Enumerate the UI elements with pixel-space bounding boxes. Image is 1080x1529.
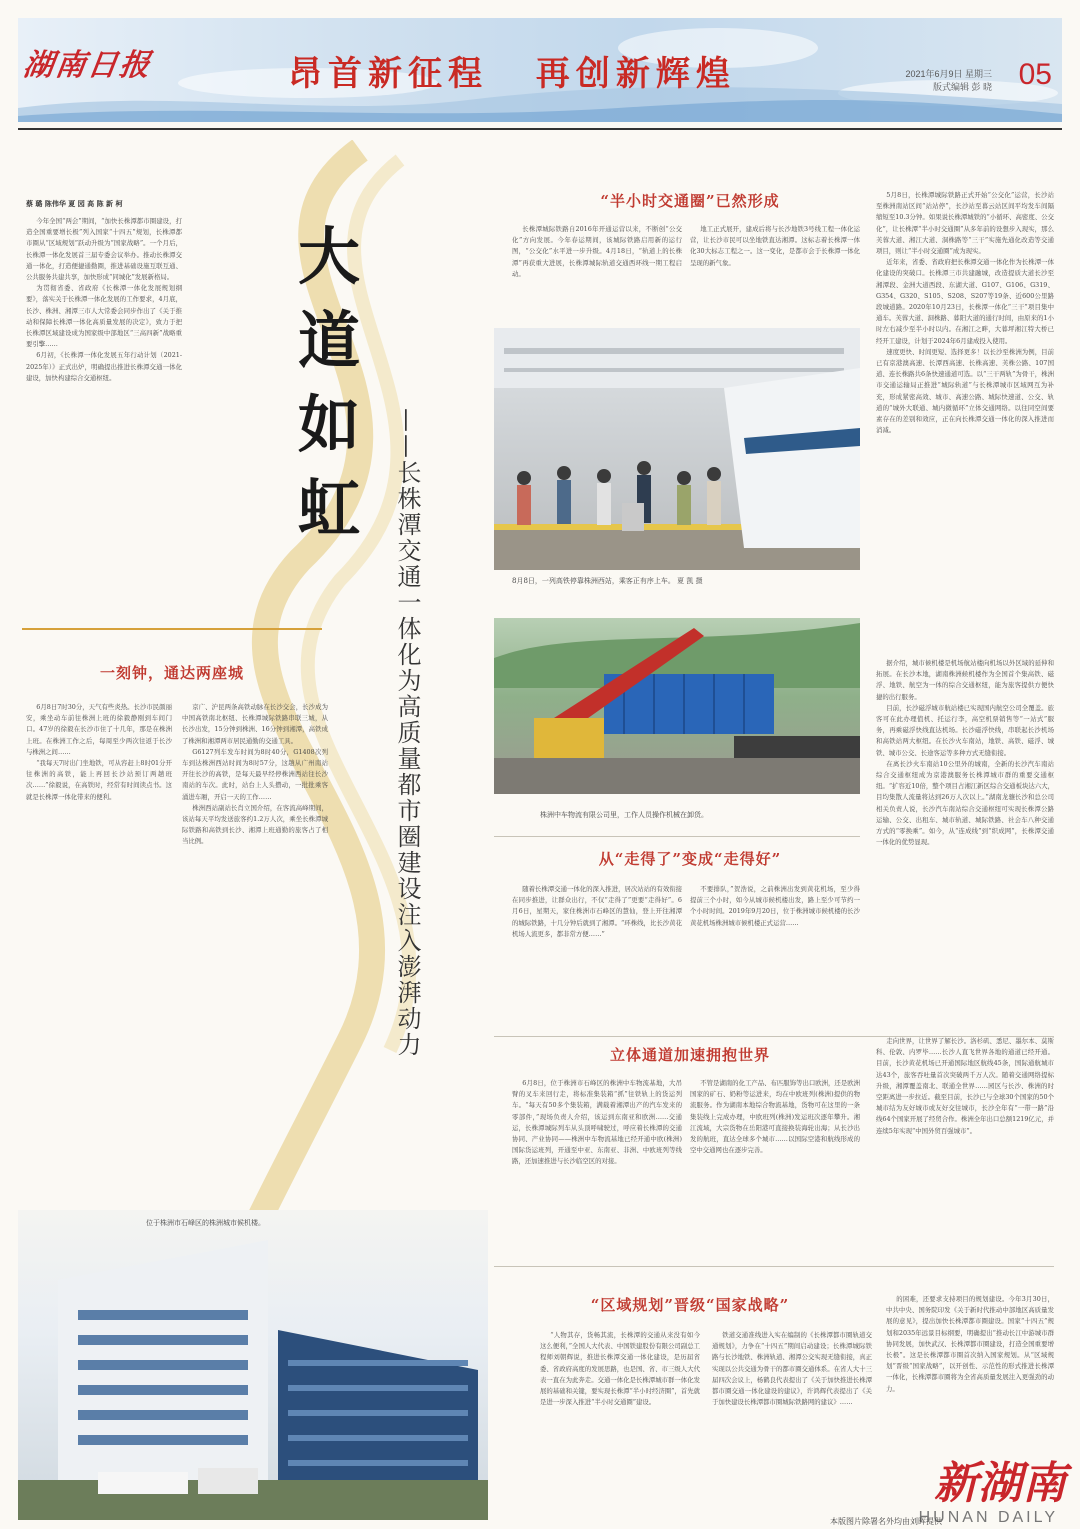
section-heading-s4: 立体通道加速拥抱世界: [609, 1046, 770, 1064]
s5-column-2: [712, 1330, 872, 1510]
section-heading-s5: “区域规划”晋级“国家战略”: [590, 1296, 790, 1314]
s4-column-2: [690, 1078, 860, 1238]
body-paragraph: 据介绍，城市候机楼是机场航站楼向机场以外区域的延伸和拓展。在长沙本地，湖南株洲候机楼作为全国首个集高铁、磁浮、地铁、航空为一体的综合交通枢纽，能为旅客提供方便快捷的出行服务。: [876, 659, 1054, 701]
body-paragraph: 铁道交通准线进入实在编制的《长株潭都市圈轨道交通规划》，力争在“十四五”期间启动建设；长株潭城际铁路与长沙地铁、株洲轨道、湘潭公交实现无缝衔接，真正实现以公共交通为骨干的都市圈交通体系。在省人大十三届四次会议上，杨鹤良代表提出了《关于加快推进长株潭都市圈交通一体化建设的建议》，许鸿辉代表提出了《关于加快建设长株潭都市圈城际铁路网的建议》……: [712, 1331, 872, 1407]
body-paragraph: 目前，长沙磁浮城市航站楼已实现国内航空公司全覆盖。旅客可在此办理值机、托运行李，高空机票销售等“一站式”服务，再乘磁浮快线直达机场。长沙磁浮快线，串联起长沙机场和高铁站两大枢纽。在长沙火车南站，地铁、高铁、磁浮、城铁、城市公交、长途客运等多种方式无缝衔接。: [876, 703, 1054, 757]
body-paragraph: 在离长沙火车南站10公里外的城南，全新的长沙汽车南站综合交通枢纽成为京港澳服务长株潭城市群的重要交通枢纽。“扩容近10倍，整个项目占湘江新区综合交通板块达六大，目均集散人流量将达到26万人次以上。”湖南龙骧长沙和总公司相关负责人说，长沙汽车南站综合交通枢纽可实现长株潭公路运输、公交、出租车、城市轨道、城际铁路、社会车八种交通方式的“零换乘”。如今，从“连成线”到“织成网”，长株潭交通一体化的优势显现。: [876, 759, 1054, 847]
container-yard-photo: [494, 618, 860, 794]
feature-title-char-3: 如: [298, 388, 361, 461]
photo-caption: 位于株洲市石峰区的株洲城市候机楼。: [146, 1219, 265, 1227]
train-station-photo: [494, 328, 860, 570]
body-paragraph: 不管是湖南的化工产品、布匹服饰等出口欧洲，还是欧洲国家的矿石、奶粉等运进来，均在中欧班列(株洲)提供的物流服务。作为湖南本地综合物流基地，货物可在这里的一条集装线上完成办理，中欧班列(株洲)发运班次逐年攀升。湘江流域，大宗货物在岳阳港可直接换装海轮出海；从长沙出发的航班，直达全球多个城市……以国际空港和航线形成的空中交通网也在逐步完善。: [690, 1079, 860, 1155]
s4-column-1: [512, 1078, 682, 1238]
s5-column-3: [886, 1294, 1054, 1454]
photo-caption: 8月8日，一列高铁停靠株洲西站，乘客正有序上车。 夏 凯 摄: [512, 577, 703, 585]
body-paragraph: 近年来，省委、省政府把长株潭交通一体化作为长株潭一体化建设的突破口。长株潭三市共建融城，改造提质大道长沙至湘潭段、金洲大道西段、东湖大道、G107、G106、G319、G354、G320、S105、S208、S207等19条、近600公里路段城道路。2020年10月23日，长株潭一体化“三干”项目集中通车。芙蓉大道、洞株路、暮阳大道的通行时间，由原来的1小时左右减少至半小时以内。在湘江之畔，大暮坪湘江特大桥已经开工建设，计划于2024年6月建成投入使用。: [876, 258, 1054, 345]
body-paragraph: 的困难，还要求支持项目的规划建设。今年3月30日，中共中央、国务院印发《关于新时代推动中部地区高质量发展的意见》，提出加快长株潭都市圈建设。国家“十四五”规划和2035年远景目标纲要，明确提出“推动长江中游城市群协同发展，加快武汉、长株潭都市圈建设，打造全国重要增长极”。这是长株潭都市圈首次纳入国家规划。从“区域规划”晋级“国家战略”，以开创性、示范性的形式推进长株潭一体化，长株潭都市圈将为全省高质量发展注入更强劲的动力。: [886, 1295, 1054, 1393]
body-paragraph: 地工正式展开，建成后将与长沙地铁3号线工程一体化运营，让长沙市民可以坐地铁直达湘潭。这标志着长株潭一体化30大标志工程之一。这一变化，是都市会于长株潭一体化呈现的新气象。: [690, 225, 860, 267]
feature-title-char-1: 大: [298, 220, 361, 293]
body-paragraph: 走向世界，让世界了解长沙。洛杉矶、悉尼、墨尔本、莫斯科、伦敦、内罗毕……长沙人直飞世界各地的通道已经开通。目前，长沙黄花机场已开通国际地区航线45条，国际通航城市达43个，旅客吞吐量首次突破两千万人次。随着交通网络提标升级，湘潭覆盖南北、联通全世界……园区与长沙、株洲的时空距离进一步拉近。截至目前，长沙已与全球30个国家的50个城市结为友好城市或友好交往城市，长沙全年有“一带一路”沿线64个国家开展了经贸合作。株洲全年出口总额1219亿元，并连续5年实现“中国外贸百强城市”。: [876, 1037, 1054, 1135]
s1-column-3: [876, 190, 1054, 610]
body-paragraph: 速度更快、时间更短、选择更多！以长沙至株洲为例，目前已有京港澳高速、长潭西高速、长株高速、芙株公路、107国道、连长株路共6条快速通道可选。以“三干两轨”为骨干，株洲市交通运输局正推进“城际轨道”与长株潭城市区域网互为补充，形成紧密高效、城市、高速公路、城际快速道、公交、轨道的“城外大联通、城内微循环”立体交通网络。以往同空间要素存在的差别和效应，正在向长株潭交通一体化的深入推进而消减。: [876, 347, 1054, 435]
body-paragraph: “我每天7时出门坐地铁，可从容赶上8时01分开往株洲的高铁，能上再回长沙站预订两趟班次……”徐毅说，在高铁时，经常有时间读点书。这就是长株潭一体化带来的便利。: [26, 759, 172, 801]
brand-watermark: 新湖南: [934, 1458, 1066, 1509]
intro-column: [26, 216, 182, 596]
masthead-banner: [18, 18, 1062, 122]
s4-column-3: [876, 1036, 1054, 1246]
s3-column-1: [512, 884, 682, 1034]
editors-line: 版式编辑 彭 晓: [932, 82, 992, 92]
page-info: [905, 68, 992, 94]
body-paragraph: G6127列车发车时间为8时40分，G1408次列车到达株洲西站时间为8时57分，这趟从广州南站开往长沙的高铁，是每天最早经停株洲西站往长沙南站的车次。此时，站台上人头攒动，一批批乘客涌进车厢，开启一天的工作……: [182, 747, 328, 801]
body-paragraph: 5月8日，长株潭城际铁路正式开始“公交化”运营，长沙站至株洲南站区间“站站停”，长沙站至暮云站区间平均发车间隔缩短至10.3分钟。如果说长株潭城铁的“小循环、高密度、公交化”，让长株潭“半小时交通圈”从多年前的设想步入现实，那么芙蓉大道、湘江大道、洞株路等“三干”实施先通化改造等交通项目，则让“半小时交通圈”成为现实。: [876, 191, 1054, 256]
section-rule: [22, 628, 322, 630]
page-number: 05: [1018, 58, 1052, 91]
slogan-part-1: 昂首新征程: [288, 54, 488, 94]
intro-paragraph: 为贯彻省委、省政府《长株潭一体化发展规划纲要》，落实关于长株潭一体化发展的工作要求，4月底，长沙、株洲、湘潭三市人大常委会同步作出了《关于推动和保障长株潭一体化高质量发展的决定》，致力于把长株潭区域建设成为国家级中部地区“三高四新”战略重要引擎……: [26, 284, 182, 349]
s1-column-2: [690, 224, 860, 304]
date-line: 2021年6月9日 星期三: [905, 69, 992, 79]
body-paragraph: 随着长株潭交通一体化的深入推进，居次站站的有效衔接在同步推进，让群众出行，不仅“走得了”更要“走得好”。6月6日，星期天，家住株洲市石峰区的慧仙，登上开往湘潭的城际铁路，十几分钟后就到了湘潭。“环株线，比长沙黄花机场人流更多，都非常方便……”: [512, 885, 682, 938]
section-heading-s2: 一刻钟，通达两座城: [99, 664, 244, 682]
body-paragraph: 株洲西站副站长肖立国介绍，在客流高峰期间，该站每天平均发送旅客约1.2万人次，乘坐长株潭城际铁路和高铁到长沙、湘潭上班通勤的旅客占了相当比例。: [182, 803, 328, 846]
s3-column-3: [876, 658, 1054, 1028]
slogan: [288, 46, 766, 95]
s5-column-1: [540, 1330, 700, 1510]
brand-english: HUNAN DAILY: [918, 1509, 1058, 1526]
photo-credit-note: 本版图片除署名外均由刘晖提供: [830, 1517, 942, 1526]
body-paragraph: 6月8日7时30分，天气有些炎热。长沙市民颜丽安，乘坐动车前往株洲上班的徐毅静刚到车间门口。47岁的徐毅在长沙市住了十几年，那是在株洲上班。在株洲工作之后，每周至少两次往返于长沙与株洲之间……: [26, 703, 172, 756]
newspaper-logo[interactable]: 湖南日报: [21, 48, 154, 83]
feature-title-char-2: 道: [298, 304, 361, 377]
s1-column-1: [512, 224, 682, 304]
body-paragraph: 6月8日，位于株洲市石峰区的株洲中车物流基地，大吊臂的叉车来回行走，将标准集装箱“抓”往铁轨上的货运列车。“每天有50多个集装箱，满载着湘潭出产的汽车发来的零部件，”现场负责人介绍，该运到东南亚和欧洲……交通运，长株潭城际列车从头顶呼啸驶过，呼应着长株潭的交通协同、产业协同——株洲中车物流基地已经开通中欧(株洲)国际货运班列，开通至中亚、东南亚、非洲、中欧班列等线路，还加速推进与长沙临空区的对接。: [512, 1079, 682, 1166]
feature-title-char-4: 虹: [298, 472, 361, 545]
s2-column-1: [26, 702, 172, 1092]
section-heading-s1: “半小时交通圈”已然形成: [600, 192, 780, 210]
body-paragraph: “人物其存，货畅其流，长株潭的交通从来没有如今这么便利，”全国人大代表、中国铁建股份有限公司副总工程师刘朝辉说，推进长株潭交通一体化建设，是历届省委、省政府高度的发展思路，也是国、省、市三级人大代表一直在为此奔走。交通一体化是长株潭城市群一体化发展的基础和关键，要实现长株潭“半小时经济圈”，首先就是进一步深入推进“半小时交通圈”建设。: [540, 1331, 700, 1407]
section-rule: [494, 836, 860, 837]
photo-caption: 株洲中车物流有限公司里，工作人员操作机械在卸货。: [540, 811, 708, 819]
slogan-part-2: 再创新辉煌: [535, 54, 736, 94]
body-paragraph: 长株潭城际铁路自2016年开通运营以来，不断创“公交化”方向发展。今年春运期间，该城际铁路启用新的运行图，“公交化”水平进一步升级。4月18日，“轨道上的长株潭”再获重大进展，长株潭城际轨道交通西环线一期工程启动。: [512, 225, 682, 278]
feature-subtitle: ——长株潭交通一体化为高质量都市圈建设注入澎湃动力: [393, 408, 421, 1058]
s2-column-2: [182, 702, 328, 1042]
intro-paragraph: 6月初，《长株潭一体化发展五年行动计划（2021-2025年）》正式出炉，明确提出推进长株潭交通一体化建设，加快构建综合交通枢纽。: [26, 351, 182, 382]
section-rule: [494, 1266, 1054, 1267]
body-paragraph: 不要排队，”贺浩说，之前株洲出发到黄花机场，至少得提前三个小时，如今从城市候机楼出发，路上至少可节约一个小时时间。2019年9月20日，位于株洲城市候机楼的长沙黄花机场株洲城市候机楼正式运营……: [690, 885, 860, 927]
s3-column-2: [690, 884, 860, 1034]
intro-paragraph: 今年全国“两会”期间，“加快长株潭都市圈建设，打造全国重要增长极”列入国家“十四五”规划，长株潭都市圈从“区域规划”跃动升级为“国家战略”。一个月后，长株潭一体化发展首三届专委会议举办。推动长株潭交通一体化，打造便捷通勤圈，推进基础设施互联互通、公共服务共建共享，加快形成“同城化”发展新格局。: [26, 217, 182, 282]
top-rule: [18, 128, 1062, 130]
section-heading-s3: 从“走得了”变成“走得好”: [598, 850, 782, 868]
body-paragraph: 京广、沪昆两条高铁动脉在长沙交会，长沙成为中国高铁南北枢纽、长株潭城际铁路串联三城，从长沙出发，15分钟到株洲、16分钟到湘潭，高铁成了株洲和湘潭两市居民通勤的交通工具。: [182, 703, 328, 745]
byline: 蔡 璐 陈伟华 夏 园 高 陈 新 柯: [26, 199, 123, 208]
city-terminal-building-photo: [18, 1210, 488, 1520]
